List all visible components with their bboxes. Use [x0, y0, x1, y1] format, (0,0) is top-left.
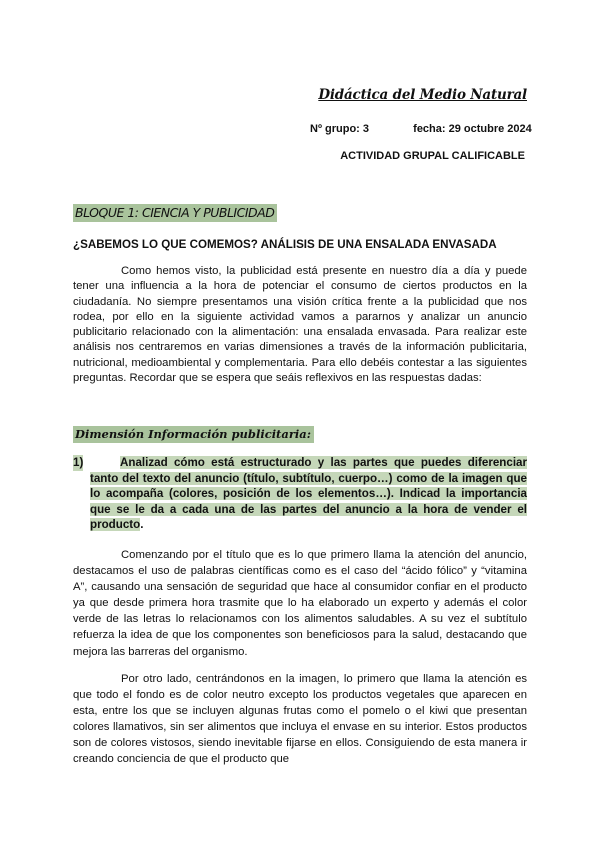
- group-date-line: [310, 123, 532, 135]
- dimension-title: Dimensión Información publicitaria:: [73, 426, 314, 443]
- course-title: Didáctica del Medio Natural: [318, 87, 527, 103]
- answer-paragraph-1: Comenzando por el título que es lo que primero llama la atención del anuncio, destacamos el uso de palabras científicas como es el caso del “ácido fólico” y “vitamina A”, causando una sensación de seguridad que hace al consumidor confiar en el producto ya que desde primera hora trasmite que lo ha elaborado un experto y además el color verde de las letras lo relacionamos con los alimentos saludables. A su vez el subtítulo refuerza la idea de que los componentes son beneficiosos para la salud, destacando que mejora las barreras del organismo.: [73, 549, 527, 658]
- date-value: 29 octubre 2024: [448, 123, 532, 135]
- question-end: .: [140, 518, 144, 532]
- main-heading: ¿SABEMOS LO QUE COMEMOS? ANÁLISIS DE UNA ENSALADA ENVASADA: [73, 238, 497, 251]
- question-1: [73, 455, 527, 533]
- question-text: Analizad cómo está estructurado y las partes que puedes diferenciar tanto del texto del anuncio (título, subtítulo, cuerpo…) como de la imagen que lo acompaña (colores, posición de los elementos…). Indicad la importancia que se le da a cada una de las partes del anuncio a la hora de vender el producto: [90, 456, 527, 532]
- date-label: fecha:: [413, 123, 446, 135]
- group-value: 3: [362, 123, 370, 135]
- answer-paragraph-2: Por otro lado, centrándonos en la imagen, lo primero que llama la atención es que todo el fondo es de color neutro excepto los productos vegetales que aparecen en esta, entre los que se incluyen algunas frutas como el pomelo o el kiwi que presentan colores llamativos, sin ser alimentos que incluya el envase en su interior. Estos productos son de colores vistosos, siendo inevitable fijarse en ellos. Consiguiendo de esta manera ir creando conciencia de que el producto que: [73, 673, 527, 766]
- intro-paragraph: Como hemos visto, la publicidad está presente en nuestro día a día y puede tener una influencia a la hora de potenciar el consumo de ciertos productos en la ciudadanía. No siempre presentamos una visión crítica frente a la publicidad que nos rodea, por ello en la siguiente actividad vamos a pararnos y analizar un anuncio publicitario relacionado con la alimentación: una ensalada envasada. Para realizar este análisis nos centraremos en varias dimensiones a través de la información publicitaria, nutricional, medioambiental y complementaria. Para ello debéis contestar a las siguientes preguntas. Recordar que se espera que seáis reflexivos en las respuestas dadas:: [73, 265, 527, 385]
- block-title: BLOQUE 1: CIENCIA Y PUBLICIDAD: [73, 204, 277, 222]
- activity-label: ACTIVIDAD GRUPAL CALIFICABLE: [340, 150, 525, 162]
- question-number: 1): [73, 456, 84, 469]
- group-label: Nº grupo:: [310, 123, 360, 135]
